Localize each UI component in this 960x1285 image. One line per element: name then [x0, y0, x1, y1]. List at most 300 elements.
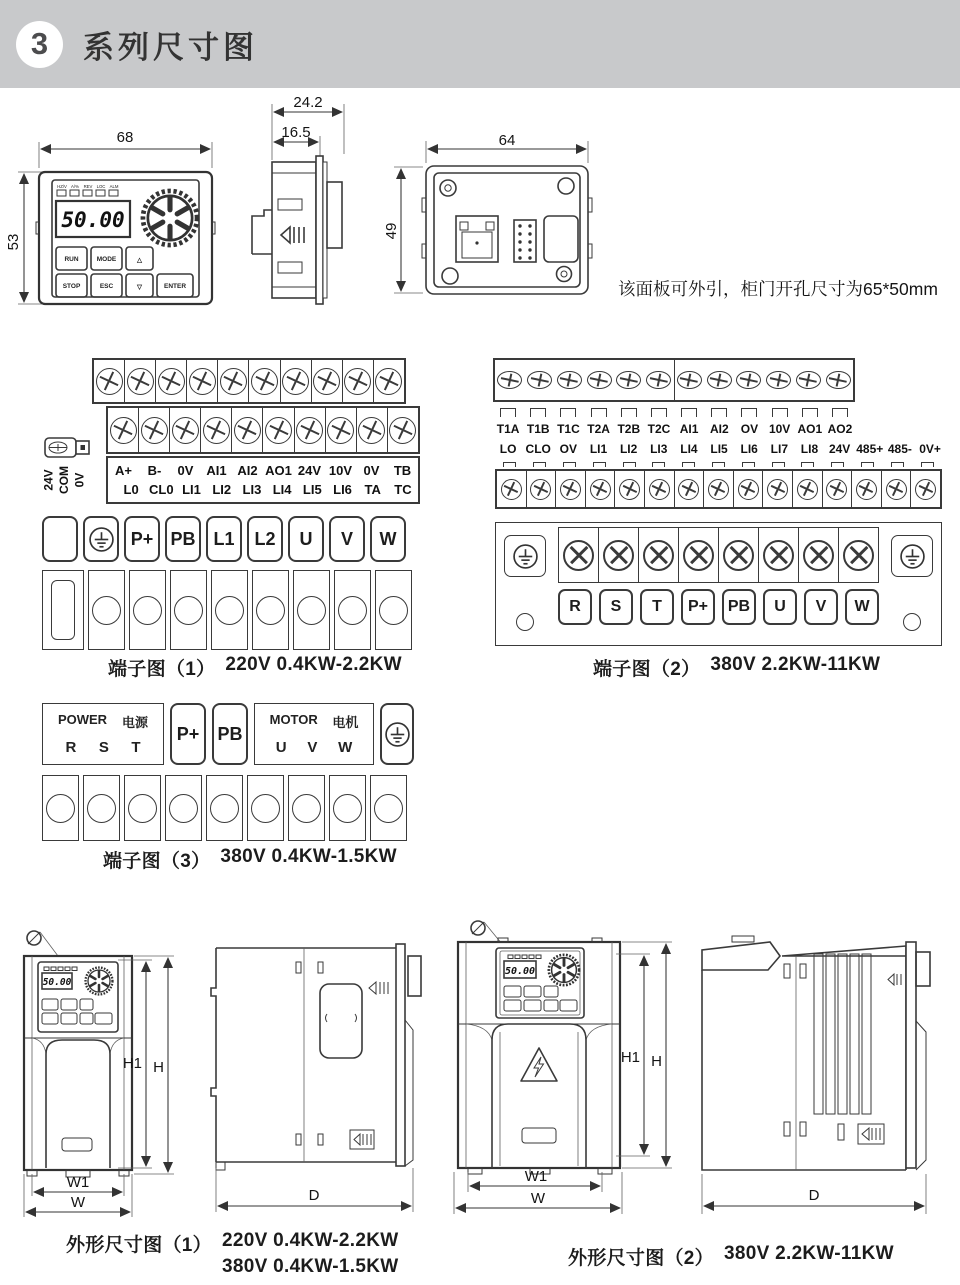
- wire-clamp-icon: [832, 408, 848, 417]
- screw-terminal-cell: [138, 408, 169, 452]
- terminal-label: 24V: [828, 442, 851, 456]
- terminal-label-row-2: [493, 442, 945, 456]
- dim-panel-height: 53: [5, 233, 22, 251]
- screw-icon: [649, 479, 670, 500]
- terminal-label: T2B: [617, 422, 641, 436]
- screw-cell: [674, 471, 704, 507]
- terminal-label: 10V: [328, 462, 353, 478]
- power-terminal-block: [495, 522, 942, 646]
- terminal-label-row-2: [108, 482, 418, 497]
- ground-icon: [384, 721, 411, 748]
- knob-side-icon: [916, 952, 930, 986]
- wire-clamp-icon: [621, 408, 637, 417]
- outline1-caption: [66, 1230, 399, 1278]
- latch-arrow-icon: [369, 982, 388, 994]
- screw-terminal-cell: [325, 408, 356, 452]
- terminal-block: [247, 775, 284, 841]
- screw-terminal-cell: [124, 360, 155, 402]
- terminal-label: 485+: [856, 442, 884, 456]
- terminal-letter: V: [307, 739, 318, 756]
- terminal-label: LI6: [333, 482, 352, 498]
- power-terminal-label: V: [329, 516, 365, 562]
- terminal-block: [206, 775, 243, 841]
- ground-icon: [88, 526, 115, 553]
- vent-slats: [814, 954, 871, 1114]
- svg-text:REV: REV: [83, 184, 93, 189]
- terminal-label: LI3: [242, 482, 262, 498]
- screw-icon: [736, 371, 761, 389]
- dim-panel-width: 68: [116, 129, 134, 146]
- outline1-spec-line2: 380V 0.4KW-1.5KW: [221, 1256, 399, 1277]
- power-terminal-label: L2: [247, 516, 283, 562]
- screw-icon: [796, 371, 821, 389]
- wire-hole: [92, 596, 121, 625]
- screw-icon: [557, 371, 582, 389]
- mini-knob-icon: [549, 955, 579, 985]
- terminal-label: 0V: [363, 462, 380, 478]
- clamp-mark-row: [495, 462, 942, 467]
- vent-arrow-icon: [350, 1130, 374, 1149]
- terminal-label: 0V+: [919, 442, 941, 456]
- terminal-label-box: [106, 456, 420, 504]
- power-terminal-label: PB: [212, 703, 248, 765]
- screw-cell: [792, 471, 822, 507]
- side-terminal-label: COM: [57, 466, 71, 494]
- screw-terminal-cell: [342, 360, 373, 402]
- dim-back-height: 49: [383, 222, 400, 240]
- ground-terminal-box: [83, 516, 119, 562]
- power-group-label-en: POWER: [57, 712, 108, 727]
- screw-cell: [525, 360, 555, 400]
- motor-group-label-cn: 电机: [332, 715, 359, 730]
- wire-clamp-icon: [802, 408, 818, 417]
- terminal-letter: T: [131, 739, 141, 756]
- terminal-label: AI1: [206, 462, 227, 478]
- screw-cell: [614, 471, 644, 507]
- screw-icon: [643, 540, 674, 571]
- screw-icon: [127, 368, 154, 395]
- screw-terminal-cell: [262, 408, 293, 452]
- terminal-label: AI2: [237, 462, 258, 478]
- screw-cell: [675, 360, 705, 400]
- screw-icon: [678, 479, 699, 500]
- terminal-block: [42, 570, 84, 650]
- wire-clamp-icon: [772, 408, 788, 417]
- screw-terminal-cell: [200, 408, 231, 452]
- vent-arrow-icon: [858, 1124, 884, 1144]
- terminal-label: A+: [115, 462, 132, 478]
- terminal-block: [83, 775, 120, 841]
- screw-icon: [616, 371, 641, 389]
- terminal-label: LI2: [212, 482, 232, 498]
- outline2-spec-line1: 380V 2.2KW-11KW: [723, 1243, 894, 1264]
- terminal-diagram-1: [40, 356, 432, 652]
- ground-icon: [512, 543, 539, 570]
- motor-group-label-en: MOTOR: [269, 712, 318, 727]
- screw-icon: [738, 479, 759, 500]
- terminal-label: TB: [393, 462, 412, 478]
- wire-clamp-icon: [681, 408, 697, 417]
- screw-cell: [764, 360, 794, 400]
- mounting-screw-icon: [27, 931, 58, 956]
- screw-cell: [733, 471, 763, 507]
- screw-terminal-cell: [186, 360, 217, 402]
- terminal-label: T2C: [647, 422, 671, 436]
- screw-cell: [718, 528, 758, 582]
- power-terminal-label: U: [288, 516, 324, 562]
- screw-icon: [560, 479, 581, 500]
- screw-terminal-cell: [94, 360, 124, 402]
- screw-cell: [798, 528, 838, 582]
- wire-clamp-icon: [560, 408, 576, 417]
- dim-w: W: [530, 1190, 546, 1207]
- power-terminal-label: P+: [170, 703, 206, 765]
- clamp-mark: [742, 462, 755, 467]
- terminal-label: OV: [740, 422, 759, 436]
- terminal-label-row-1: [108, 463, 418, 478]
- screw-cell: [584, 360, 614, 400]
- wire-hole: [292, 794, 321, 823]
- screw-icon: [110, 417, 137, 444]
- wire-hole: [297, 596, 326, 625]
- screw-icon: [251, 368, 278, 395]
- screw-icon: [172, 417, 199, 444]
- terminal-label: B-: [147, 462, 162, 478]
- screw-cell: [794, 360, 824, 400]
- screw-terminal-cell: [356, 408, 387, 452]
- terminal-diagram-3: [42, 703, 418, 845]
- power-terminal-label: L1: [206, 516, 242, 562]
- terminal-block: [165, 775, 202, 841]
- power-terminal-label: W: [845, 589, 879, 625]
- terminal-label: LI1: [182, 482, 201, 498]
- wire-hole: [169, 794, 198, 823]
- screw-cell: [526, 471, 556, 507]
- terminal-label: LI4: [680, 442, 698, 456]
- screw-terminal-cell: [108, 408, 138, 452]
- wire-hole: [133, 596, 162, 625]
- lower-screw-strip: [495, 469, 942, 509]
- screw-terminal-strip: [106, 406, 420, 454]
- screw-cell: [559, 528, 598, 582]
- power-terminal-label: T: [640, 589, 674, 625]
- screw-icon: [296, 417, 323, 444]
- screw-cell: [823, 360, 853, 400]
- outline2-caption: [568, 1243, 894, 1270]
- screw-cell: [758, 528, 798, 582]
- mini-display-value: 50.00: [42, 977, 72, 988]
- dim-h1: H1: [122, 1055, 142, 1072]
- clamp-mark: [772, 462, 785, 467]
- terminal-block: [129, 570, 166, 650]
- big-screw-row: [558, 527, 879, 583]
- screw-cell: [555, 471, 585, 507]
- mounting-hole: [516, 613, 534, 631]
- terminal-block: [288, 775, 325, 841]
- screw-icon: [707, 371, 732, 389]
- terminal-label: LI6: [740, 442, 758, 456]
- keypad-back-view: [383, 132, 600, 308]
- screw-cell: [497, 471, 526, 507]
- svg-text:ALM: ALM: [109, 184, 119, 189]
- terminal-label: CLO: [525, 442, 551, 456]
- clamp-mark: [831, 462, 844, 467]
- page-header: [0, 0, 960, 88]
- screw-icon: [843, 540, 874, 571]
- potentiometer-knob-icon: [143, 191, 197, 245]
- screw-icon: [389, 417, 416, 444]
- screw-icon: [603, 540, 634, 571]
- latch-arrow-icon: [888, 974, 901, 985]
- terminal-block: [293, 570, 330, 650]
- dim-w: W: [70, 1194, 86, 1211]
- outline1-spec-line1: 220V 0.4KW-2.2KW: [221, 1230, 399, 1251]
- screw-icon: [501, 479, 522, 500]
- terminal-letter: R: [65, 739, 77, 756]
- terminal2-caption: 端子图（2） 380V 2.2KW-11KW: [593, 654, 881, 680]
- dim-panel-inner-depth: 16.5: [281, 124, 311, 141]
- screw-icon: [344, 368, 371, 395]
- outline2-front-view: [452, 916, 674, 1222]
- terminal-letter: S: [98, 739, 109, 756]
- screw-icon: [619, 479, 640, 500]
- outline1-side-view: [200, 928, 444, 1224]
- screw-terminal-cell: [169, 408, 200, 452]
- dim-w1: W1: [66, 1174, 90, 1191]
- screw-cell: [495, 360, 525, 400]
- clamp-mark: [891, 462, 904, 467]
- mounting-screw-icon: [471, 921, 502, 944]
- wire-clamp-row: [493, 408, 855, 417]
- wire-hole: [374, 794, 403, 823]
- screw-cell: [638, 528, 678, 582]
- terminal-block: [124, 775, 161, 841]
- power-terminal-label: V: [804, 589, 838, 625]
- terminal-label: AI1: [679, 422, 699, 436]
- wire-clamp-icon: [530, 408, 546, 417]
- page-title: 系列尺寸图: [83, 29, 258, 65]
- svg-text:△: △: [137, 257, 142, 264]
- screw-icon: [327, 417, 354, 444]
- clamp-mark: [533, 462, 546, 467]
- terminal-label: LI5: [302, 482, 322, 498]
- svg-text:STOP: STOP: [62, 283, 81, 290]
- wire-hole: [174, 596, 203, 625]
- terminal-block: [42, 775, 79, 841]
- blank-terminal-box: [42, 516, 78, 562]
- terminal-label: 0V: [177, 462, 194, 478]
- dim-d: D: [808, 1187, 820, 1204]
- screw-icon: [826, 371, 851, 389]
- terminal-label: LI1: [589, 442, 608, 456]
- dim-w1: W1: [524, 1168, 548, 1185]
- screw-icon: [826, 479, 847, 500]
- terminal-label: 24V: [297, 462, 322, 478]
- screw-icon: [158, 368, 185, 395]
- screw-terminal-cell: [217, 360, 248, 402]
- terminal-label: AO2: [827, 422, 853, 436]
- terminal-label: T1C: [557, 422, 580, 436]
- screw-cell: [838, 528, 878, 582]
- screw-icon: [497, 371, 522, 389]
- screw-icon: [915, 479, 936, 500]
- clamp-mark: [682, 462, 695, 467]
- outline1-caption-label: 外形尺寸图（1）: [66, 1235, 212, 1256]
- screw-icon: [587, 371, 612, 389]
- screw-icon: [220, 368, 247, 395]
- dim-h1: H1: [620, 1049, 640, 1066]
- terminal-label: 485-: [887, 442, 912, 456]
- keypad-front-view: [5, 96, 240, 314]
- outline1-front-view: [14, 922, 198, 1222]
- terminal-label: AO1: [797, 422, 823, 436]
- screw-cell: [644, 471, 674, 507]
- mini-knob-icon: [86, 968, 113, 995]
- screw-cell: [762, 471, 792, 507]
- screw-icon: [234, 417, 261, 444]
- clamp-mark: [503, 462, 516, 467]
- screw-cell: [704, 360, 734, 400]
- screw-icon: [708, 479, 729, 500]
- screw-icon: [886, 479, 907, 500]
- screw-icon: [313, 368, 340, 395]
- power-group-box: [42, 703, 164, 765]
- side-terminal-label: 24V: [42, 469, 57, 491]
- terminal-label-row-1: [493, 422, 855, 436]
- rear-connector: [252, 210, 272, 254]
- dim-panel-depth: 24.2: [293, 94, 323, 111]
- outline2-side-view: [688, 926, 960, 1222]
- terminal-label: LI5: [710, 442, 728, 456]
- terminal-block: [170, 570, 207, 650]
- wire-clamp-icon: [711, 408, 727, 417]
- wire-clamp-icon: [741, 408, 757, 417]
- power-terminal-row: [558, 589, 879, 625]
- screw-cell: [910, 471, 940, 507]
- terminal-label: LI7: [770, 442, 788, 456]
- power-terminal-row: [42, 516, 406, 562]
- ground-terminal-box: [504, 535, 546, 577]
- dim-back-width: 64: [498, 132, 516, 149]
- wire-hole: [338, 596, 367, 625]
- screw-cell: [598, 528, 638, 582]
- mounting-hole: [903, 613, 921, 631]
- terminal-label: L0: [123, 482, 139, 498]
- screw-terminal-cell: [155, 360, 186, 402]
- wire-clamp-icon: [500, 408, 516, 417]
- screw-cell: [644, 360, 674, 400]
- mini-display-value: 50.00: [504, 966, 536, 977]
- wire-hole: [210, 794, 239, 823]
- screw-cell: [822, 471, 852, 507]
- knob-side-icon: [327, 182, 342, 248]
- terminal-block-row: [42, 570, 412, 650]
- terminal1-caption: 端子图（1） 220V 0.4KW-2.2KW: [108, 654, 402, 680]
- screw-terminal-cell: [294, 408, 325, 452]
- svg-text:A/%: A/%: [71, 184, 79, 189]
- svg-text:HZ/V: HZ/V: [57, 184, 67, 189]
- screw-terminal-strip: [92, 358, 406, 404]
- wire-hole: [87, 794, 116, 823]
- terminal-label: LI3: [650, 442, 668, 456]
- clamp-mark: [623, 462, 636, 467]
- screw-terminal-cell: [373, 360, 404, 402]
- clamp-mark: [652, 462, 665, 467]
- dim-d: D: [308, 1187, 320, 1204]
- svg-text:LOC: LOC: [96, 184, 106, 189]
- screw-icon: [723, 540, 754, 571]
- svg-text:ENTER: ENTER: [163, 283, 187, 290]
- side-terminal-label: 0V: [72, 472, 86, 488]
- power-terminal-label: P+: [681, 589, 715, 625]
- screw-cell: [678, 528, 718, 582]
- screw-terminal-cell: [311, 360, 342, 402]
- section-number-badge: 3: [16, 21, 63, 68]
- screw-icon: [527, 371, 552, 389]
- terminal-label: OV: [559, 442, 578, 456]
- screw-icon: [563, 540, 594, 571]
- motor-group-box: [254, 703, 374, 765]
- screw-icon: [375, 368, 402, 395]
- terminal-block: [88, 570, 125, 650]
- screw-cell: [585, 471, 615, 507]
- terminal-label: T1A: [496, 422, 520, 436]
- screw-icon: [203, 417, 230, 444]
- terminal-letter: W: [338, 739, 353, 756]
- screw-terminal-cell: [280, 360, 311, 402]
- wire-clamp-icon: [651, 408, 667, 417]
- screw-icon: [677, 371, 702, 389]
- screw-icon: [282, 368, 309, 395]
- terminal-label: LO: [499, 442, 517, 456]
- terminal-block: [375, 570, 412, 650]
- screw-icon: [265, 417, 292, 444]
- screw-icon: [797, 479, 818, 500]
- fan-cover: [702, 942, 780, 970]
- screw-icon: [763, 540, 794, 571]
- clamp-mark: [593, 462, 606, 467]
- terminal-label: AO1: [265, 462, 292, 478]
- terminal-label: 10V: [768, 422, 791, 436]
- screw-cell: [734, 360, 764, 400]
- clamp-mark: [712, 462, 725, 467]
- display-value: 50.00: [61, 208, 125, 232]
- wire-hole: [256, 596, 285, 625]
- screw-icon: [358, 417, 385, 444]
- screw-icon: [803, 540, 834, 571]
- power-terminal-label: PB: [165, 516, 201, 562]
- dim-h: H: [651, 1053, 662, 1070]
- screw-cell: [851, 471, 881, 507]
- power-group-label-cn: 电源: [122, 715, 149, 730]
- screw-icon: [530, 479, 551, 500]
- power-terminal-label: W: [370, 516, 406, 562]
- clamp-mark: [921, 462, 934, 467]
- wire-clamp-icon: [591, 408, 607, 417]
- wire-hole: [128, 794, 157, 823]
- svg-text:▽: ▽: [137, 284, 142, 291]
- wire-hole: [215, 596, 244, 625]
- terminal-block: [211, 570, 248, 650]
- keypad-side-view: [244, 96, 356, 314]
- wire-hole: [333, 794, 362, 823]
- terminal3-caption: 端子图（3） 380V 0.4KW-1.5KW: [103, 846, 397, 872]
- terminal-block: [252, 570, 289, 650]
- terminal-block: [329, 775, 366, 841]
- wire-hole: [46, 794, 75, 823]
- outline2-caption-label: 外形尺寸图（2）: [568, 1248, 714, 1269]
- svg-text:MODE: MODE: [96, 256, 117, 263]
